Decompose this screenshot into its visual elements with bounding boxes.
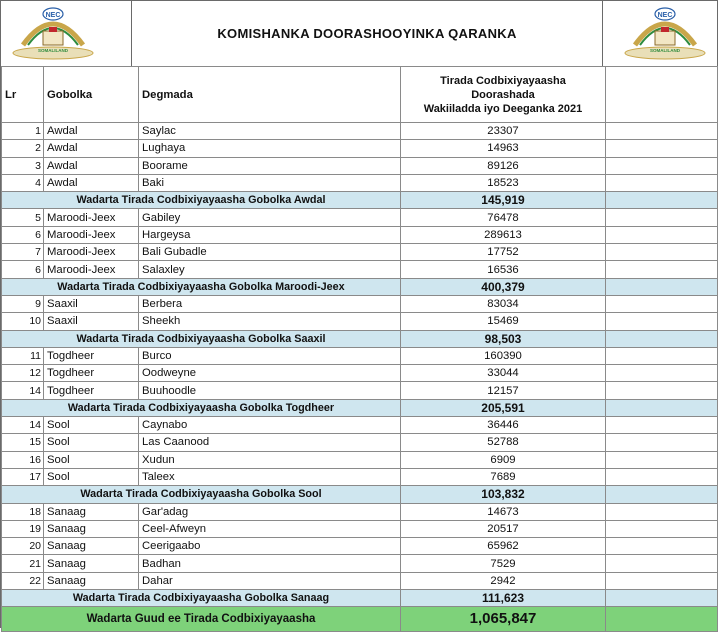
region-subtotal-row (2, 590, 718, 607)
district-cell: Gar'adag (139, 503, 401, 520)
subtotal-value: 103,832 (401, 486, 606, 503)
district-cell: Caynabo (139, 417, 401, 434)
blank-cell (606, 313, 718, 330)
region-cell: Sanaag (44, 555, 139, 572)
region-cell: Awdal (44, 157, 139, 174)
table-row (2, 468, 718, 485)
district-cell: Hargeysa (139, 226, 401, 243)
subtotal-label: Wadarta Tirada Codbixiyayaasha Gobolka Sool (2, 486, 401, 503)
table-header-row (2, 67, 718, 123)
voter-count-cell: 76478 (401, 209, 606, 226)
subtotal-label: Wadarta Tirada Codbixiyayaasha Gobolka Awdal (2, 192, 401, 209)
blank-cell (606, 486, 718, 503)
row-number: 4 (2, 174, 44, 191)
voter-count-cell: 36446 (401, 417, 606, 434)
table-row (2, 555, 718, 572)
voter-count-cell: 6909 (401, 451, 606, 468)
voter-count-cell: 7529 (401, 555, 606, 572)
blank-cell (606, 434, 718, 451)
blank-cell (606, 451, 718, 468)
col-header-degmada: Degmada (139, 67, 401, 123)
district-cell: Saylac (139, 123, 401, 140)
blank-cell (606, 157, 718, 174)
col-header-tirada (401, 67, 606, 123)
region-cell: Saaxil (44, 313, 139, 330)
region-subtotal-row (2, 399, 718, 416)
voter-count-cell: 14673 (401, 503, 606, 520)
blank-cell (606, 555, 718, 572)
blank-cell (606, 209, 718, 226)
district-cell: Sheekh (139, 313, 401, 330)
region-cell: Sool (44, 451, 139, 468)
row-number: 10 (2, 313, 44, 330)
region-cell: Togdheer (44, 365, 139, 382)
row-number: 14 (2, 382, 44, 399)
region-cell: Awdal (44, 140, 139, 157)
subtotal-value: 98,503 (401, 330, 606, 347)
row-number: 15 (2, 434, 44, 451)
voter-count-cell: 23307 (401, 123, 606, 140)
blank-cell (606, 261, 718, 278)
table-row (2, 123, 718, 140)
region-cell: Maroodi-Jeex (44, 209, 139, 226)
table-row (2, 295, 718, 312)
blank-cell (606, 192, 718, 209)
region-cell: Sanaag (44, 538, 139, 555)
voter-count-cell: 17752 (401, 244, 606, 261)
blank-cell (606, 590, 718, 607)
region-cell: Togdheer (44, 382, 139, 399)
row-number: 1 (2, 123, 44, 140)
grand-total-label: Wadarta Guud ee Tirada Codbixiyayaasha (2, 607, 401, 632)
district-cell: Taleex (139, 468, 401, 485)
district-cell: Lughaya (139, 140, 401, 157)
blank-cell (606, 399, 718, 416)
table-row (2, 503, 718, 520)
grand-total-row (2, 607, 718, 632)
table-row (2, 347, 718, 364)
district-cell: Las Caanood (139, 434, 401, 451)
district-cell: Berbera (139, 295, 401, 312)
voter-count-cell: 52788 (401, 434, 606, 451)
svg-text:SOMALILAND: SOMALILAND (650, 48, 680, 53)
table-row (2, 451, 718, 468)
region-subtotal-row (2, 192, 718, 209)
region-cell: Sanaag (44, 520, 139, 537)
district-cell: Gabiley (139, 209, 401, 226)
district-cell: Boorame (139, 157, 401, 174)
voter-count-cell: 14963 (401, 140, 606, 157)
district-cell: Ceel-Afweyn (139, 520, 401, 537)
subtotal-label: Wadarta Tirada Codbixiyayaasha Gobolka Sanaag (2, 590, 401, 607)
region-cell: Maroodi-Jeex (44, 261, 139, 278)
district-cell: Badhan (139, 555, 401, 572)
row-number: 12 (2, 365, 44, 382)
table-row (2, 434, 718, 451)
region-cell: Sanaag (44, 572, 139, 589)
row-number: 20 (2, 538, 44, 555)
district-cell: Ceerigaabo (139, 538, 401, 555)
svg-text:SOMALILAND: SOMALILAND (38, 48, 68, 53)
table-row (2, 226, 718, 243)
region-subtotal-row (2, 278, 718, 295)
blank-cell (606, 140, 718, 157)
nec-logo-left (9, 5, 97, 61)
blank-cell (606, 330, 718, 347)
blank-cell (606, 123, 718, 140)
subtotal-label: Wadarta Tirada Codbixiyayaasha Gobolka Maroodi-Jeex (2, 278, 401, 295)
blank-cell (606, 503, 718, 520)
voter-count-cell: 20517 (401, 520, 606, 537)
row-number: 18 (2, 503, 44, 520)
region-cell: Sool (44, 468, 139, 485)
col-header-tirada-line1: Tirada Codbixiyayaasha (440, 74, 566, 87)
nec-emblem-icon (621, 5, 709, 61)
table-row (2, 313, 718, 330)
table-row (2, 244, 718, 261)
district-cell: Baki (139, 174, 401, 191)
blank-cell (606, 417, 718, 434)
district-cell: Xudun (139, 451, 401, 468)
row-number: 5 (2, 209, 44, 226)
district-cell: Oodweyne (139, 365, 401, 382)
row-number: 14 (2, 417, 44, 434)
region-cell: Sool (44, 417, 139, 434)
blank-cell (606, 468, 718, 485)
blank-cell (606, 244, 718, 261)
subtotal-label: Wadarta Tirada Codbixiyayaasha Gobolka Togdheer (2, 399, 401, 416)
region-cell: Awdal (44, 174, 139, 191)
region-subtotal-row (2, 330, 718, 347)
row-number: 22 (2, 572, 44, 589)
region-cell: Togdheer (44, 347, 139, 364)
col-header-tirada-line2: Doorashada (471, 88, 535, 101)
table-row (2, 538, 718, 555)
col-header-lr: Lr (2, 67, 44, 123)
blank-cell (606, 226, 718, 243)
table-row (2, 174, 718, 191)
voter-count-cell: 289613 (401, 226, 606, 243)
row-number: 3 (2, 157, 44, 174)
voter-count-cell: 15469 (401, 313, 606, 330)
voter-count-cell: 2942 (401, 572, 606, 589)
blank-cell (606, 174, 718, 191)
blank-cell (606, 365, 718, 382)
table-row (2, 209, 718, 226)
table-row (2, 417, 718, 434)
blank-cell (606, 382, 718, 399)
region-cell: Maroodi-Jeex (44, 226, 139, 243)
row-number: 6 (2, 261, 44, 278)
blank-cell (606, 538, 718, 555)
subtotal-value: 205,591 (401, 399, 606, 416)
svg-text:NEC: NEC (45, 12, 61, 19)
district-cell: Burco (139, 347, 401, 364)
district-cell: Salaxley (139, 261, 401, 278)
voter-count-cell: 160390 (401, 347, 606, 364)
title-text: KOMISHANKA DOORASHOOYINKA QARANKA (217, 26, 517, 41)
table-row (2, 572, 718, 589)
document-header (1, 1, 717, 67)
subtotal-value: 145,919 (401, 192, 606, 209)
blank-cell (606, 347, 718, 364)
subtotal-value: 400,379 (401, 278, 606, 295)
row-number: 21 (2, 555, 44, 572)
grand-total-value: 1,065,847 (401, 607, 606, 632)
district-cell: Buuhoodle (139, 382, 401, 399)
region-cell: Sool (44, 434, 139, 451)
row-number: 17 (2, 468, 44, 485)
voter-count-cell: 18523 (401, 174, 606, 191)
region-cell: Awdal (44, 123, 139, 140)
col-header-blank (606, 67, 718, 123)
region-cell: Maroodi-Jeex (44, 244, 139, 261)
region-cell: Sanaag (44, 503, 139, 520)
table-row (2, 520, 718, 537)
district-cell: Bali Gubadle (139, 244, 401, 261)
row-number: 19 (2, 520, 44, 537)
row-number: 6 (2, 226, 44, 243)
subtotal-label: Wadarta Tirada Codbixiyayaasha Gobolka Saaxil (2, 330, 401, 347)
blank-cell (606, 520, 718, 537)
voter-count-cell: 33044 (401, 365, 606, 382)
col-header-tirada-line3: Wakiiladda iyo Deeganka 2021 (423, 102, 583, 115)
blank-cell (606, 278, 718, 295)
district-cell: Dahar (139, 572, 401, 589)
voter-count-cell: 89126 (401, 157, 606, 174)
svg-text:NEC: NEC (657, 12, 673, 19)
row-number: 9 (2, 295, 44, 312)
table-row (2, 261, 718, 278)
table-row (2, 382, 718, 399)
voter-count-cell: 65962 (401, 538, 606, 555)
blank-cell (606, 572, 718, 589)
row-number: 11 (2, 347, 44, 364)
table-row (2, 140, 718, 157)
voter-count-cell: 16536 (401, 261, 606, 278)
subtotal-value: 111,623 (401, 590, 606, 607)
nec-logo-right (621, 5, 709, 61)
voter-count-table (1, 66, 718, 632)
blank-cell (606, 295, 718, 312)
col-header-gobolka: Gobolka (44, 67, 139, 123)
region-cell: Saaxil (44, 295, 139, 312)
region-subtotal-row (2, 486, 718, 503)
row-number: 7 (2, 244, 44, 261)
row-number: 16 (2, 451, 44, 468)
row-number: 2 (2, 140, 44, 157)
voter-count-cell: 12157 (401, 382, 606, 399)
table-row (2, 365, 718, 382)
voter-count-cell: 7689 (401, 468, 606, 485)
nec-emblem-icon (9, 5, 97, 61)
document-title (131, 1, 603, 66)
voter-count-cell: 83034 (401, 295, 606, 312)
table-body (2, 123, 718, 632)
blank-cell (606, 607, 718, 632)
table-row (2, 157, 718, 174)
